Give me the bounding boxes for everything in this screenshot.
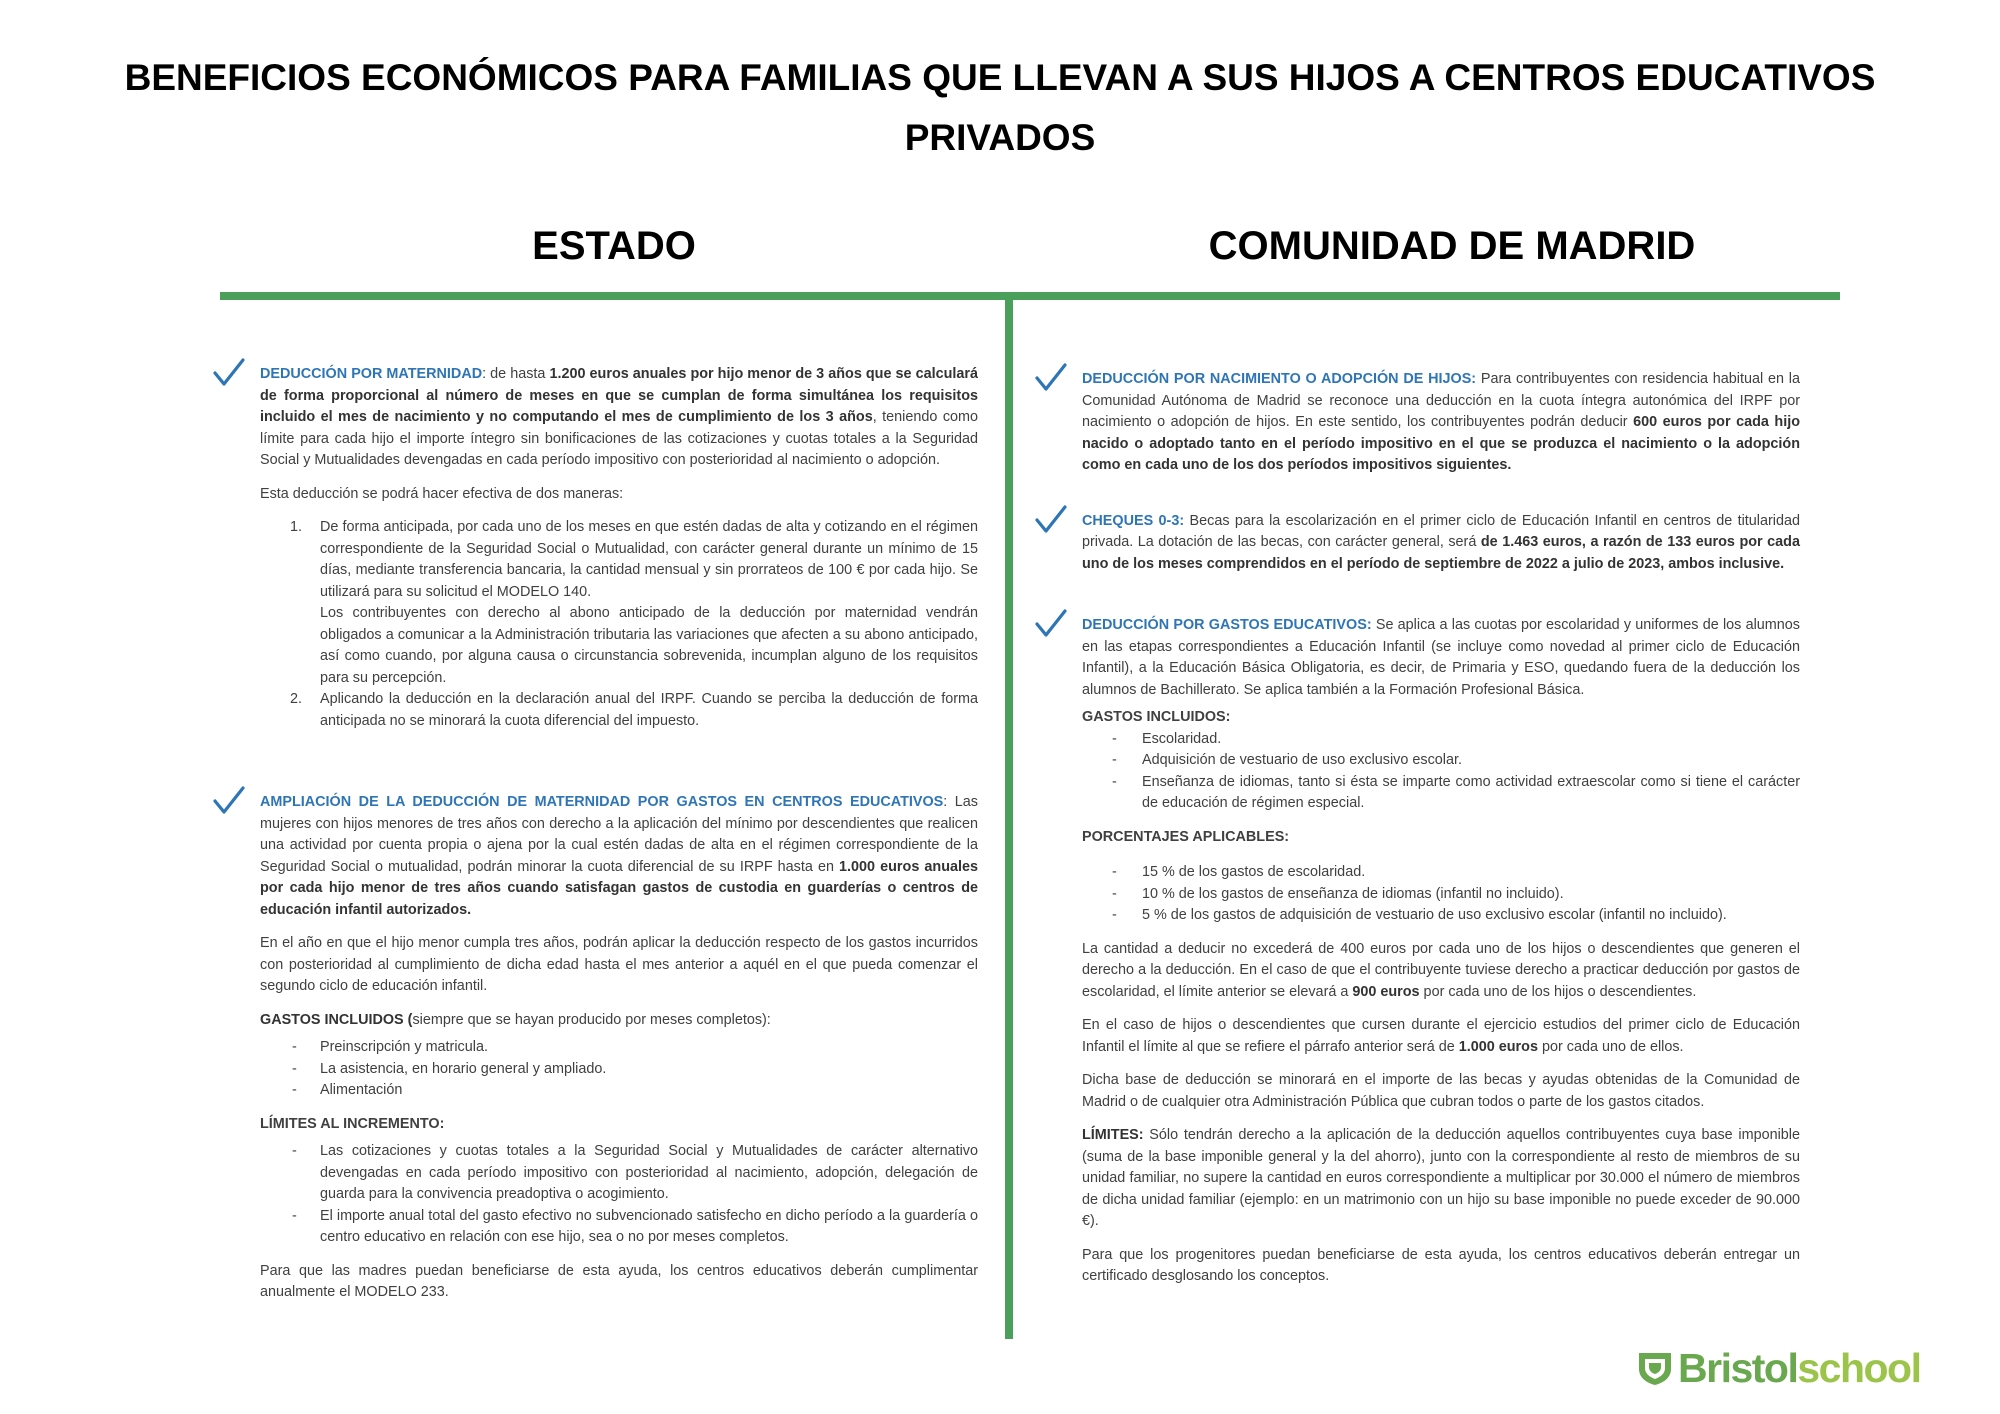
list-item: - Adquisición de vestuario de uso exclusivo escolar. <box>1082 750 1800 772</box>
section-cheques <box>1082 511 1800 576</box>
primer-ciclo-paragraph <box>1082 1015 1800 1058</box>
maternidad-paragraph <box>260 364 978 472</box>
gastos-list <box>260 1037 978 1102</box>
page-title: BENEFICIOS ECONÓMICOS PARA FAMILIAS QUE LLEVAN A SUS HIJOS A CENTROS EDUCATIVOS PRIVADOS <box>124 57 1876 158</box>
bold-run: 1.000 euros anuales por cada hijo menor de tres años cuando satisfagan gastos de custodia en guarderías o centros de educación infantil autorizados. <box>260 858 978 918</box>
list-item: - Las cotizaciones y cuotas totales a la Seguridad Social y Mutualidades de carácter alternativo devengadas en cada período impositivo con posterioridad al nacimiento, adopción, delegación de guarda para la convivencia preadoptiva o acogimiento. <box>260 1141 978 1206</box>
estado-column <box>260 364 978 1316</box>
text-run: : Las mujeres con hijos menores de tres años con derecho a la aplicación del mínimo por descendientes que realicen una actividad por cuenta propia o ajena por la cual estén dadas de alta en el régimen correspondiente de la Seguridad Social o mutualidad, podrán minorar la cuota diferencial de su IRPF hasta en <box>260 794 979 875</box>
certificado-paragraph: Para que los progenitores puedan beneficiarse de esta ayuda, los centros educativos deberán entregar un certificado desglosando los conceptos. <box>1082 1246 1800 1284</box>
section-title: CHEQUES 0-3: <box>1082 512 1185 529</box>
text-run: Para contribuyentes con residencia habitual en la Comunidad Autónoma de Madrid se reconoce una deducción en la cuota íntegra autonómica del IRPF por nacimiento o adopción de hijos. En este sentido, los contribuyentes podrán deducir <box>1082 371 1800 430</box>
text-run: , teniendo como límite para cada hijo el importe íntegro sin bonificaciones de las cotizaciones y cuotas totales a la Seguridad Social y Mutualidades devengadas en cada período impositivo con posterioridad al nacimiento o adopción. <box>260 409 979 468</box>
list-item: - 5 % de los gastos de adquisición de vestuario de uso exclusivo escolar (infantil no incluido). <box>1082 905 1800 927</box>
cheques-paragraph <box>1082 511 1800 576</box>
gastos-list <box>1082 729 1800 815</box>
text-run: Se aplica a las cuotas por escolaridad y uniformes de los alumnos en las etapas correspondientes a Educación Infantil (se incluye como novedad al primer ciclo de Educación Infantil), a la Educación Básica Obligatoria, es decir, de Primaria y ESO, quedando fuera de la deducción los alumnos de Bachillerato. Se aplica también a la Formación Profesional Básica. <box>1082 617 1800 698</box>
check-icon <box>1034 607 1068 641</box>
list-item: - Enseñanza de idiomas, tanto si ésta se imparte como actividad extraescolar como si tiene el carácter de educación de régimen especial. <box>1082 772 1800 815</box>
list-item <box>260 689 978 732</box>
gastos-educativos-paragraph <box>1082 615 1800 701</box>
modelo-233-paragraph: Para que las madres puedan beneficiarse de esta ayuda, los centros educativos deberán cumplimentar anualmente el MODELO 233. <box>260 1262 978 1300</box>
text-run: siempre que se hayan producido por meses completos): <box>412 1011 771 1028</box>
check-icon <box>1034 361 1068 395</box>
shield-icon <box>1636 1349 1674 1387</box>
text-run: La cantidad a deducir no excederá de 400 euros por cada uno de los hijos o descendientes que generen el derecho a la deducción. En el caso de que el contribuyente tuviese derecho a practicar deducción por gastos de escolaridad, el límite anterior se elevará a <box>1082 940 1800 1000</box>
section-title: DEDUCCIÓN POR MATERNIDAD <box>260 366 483 382</box>
bold-run: 600 euros por cada hijo nacido o adoptado tanto en el período impositivo en el que se produzca el nacimiento o la adopción como en cada uno de los dos períodos impositivos siguientes. <box>1082 414 1801 473</box>
list-item: - La asistencia, en horario general y ampliado. <box>260 1059 978 1081</box>
bold-run: LÍMITES: <box>1082 1127 1144 1143</box>
text-run: Becas para la escolarización en el primer ciclo de Educación Infantil en centros de titularidad privada. La dotación de las becas, con carácter general, será <box>1082 512 1800 550</box>
section-deduccion-maternidad <box>260 364 978 732</box>
text-run: En el caso de hijos o descendientes que cursen durante el ejercicio estudios del primer ciclo de Educación Infantil el límite al que se refiere el párrafo anterior será de <box>1082 1017 1800 1055</box>
porcentajes-label: PORCENTAJES APLICABLES: <box>1082 828 1290 845</box>
bold-run: GASTOS INCLUIDOS ( <box>260 1011 413 1028</box>
vertical-divider <box>1005 296 1013 1339</box>
check-icon <box>212 356 246 390</box>
list-item: - Preinscripción y matricula. <box>260 1037 978 1059</box>
limites-paragraph <box>1082 1125 1800 1233</box>
list-item-text: Los contribuyentes con derecho al abono anticipado de la deducción por maternidad vendrán obligados a comunicar a la Administración tributaria las variaciones que afecten a su abono anticipado, así como cuando, por alguna causa o circunstancia sobrevenida, incumplan alguno de los requisitos para su percepción. <box>320 605 978 686</box>
madrid-heading: COMUNIDAD DE MADRID <box>1208 224 1696 268</box>
check-icon <box>212 784 246 818</box>
text-run: por cada uno de los hijos o descendientes. <box>1419 983 1697 1000</box>
list-number: 1. <box>290 519 303 535</box>
section-ampliacion-maternidad <box>260 792 978 1304</box>
list-item-text: De forma anticipada, por cada uno de los meses en que estén dadas de alta y cotizando en el régimen correspondiente de la Seguridad Social o Mutualidad, con carácter general durante un mínimo de 15 días, mediante transferencia bancaria, la cantidad mensual y sin prorrateos de 100 € por cada hijo. Se utilizará para su solicitud el MODELO 140. <box>320 519 978 600</box>
bold-run: 1.200 euros anuales por hijo menor de 3 años que se calculará de forma proporcional al número de meses en que se cumplan de forma simultánea los requisitos incluido el mes de nacimiento y no computando el mes de cumplimiento de los 3 años <box>260 366 978 425</box>
gastos-incluidos-label <box>260 1010 978 1032</box>
estado-heading: ESTADO <box>532 224 696 268</box>
ampliacion-paragraph <box>260 792 978 921</box>
bristolschool-logo <box>1636 1346 1936 1390</box>
bold-run: 1.000 euros <box>1458 1038 1538 1055</box>
list-item: - 10 % de los gastos de enseñanza de idiomas (infantil no incluido). <box>1082 884 1800 906</box>
list-item-text: Aplicando la deducción en la declaración anual del IRPF. Cuando se perciba la deducción de forma anticipada no se minorará la cuota diferencial del impuesto. <box>320 691 978 729</box>
list-item: - El importe anual total del gasto efectivo no subvencionado satisfecho en dicho período a la guardería o centro educativo en relación con ese hijo, sea o no por meses completos. <box>260 1206 978 1249</box>
porcentajes-list <box>1082 862 1800 927</box>
text-run: por cada uno de ellos. <box>1537 1038 1684 1055</box>
madrid-column <box>1082 369 1800 1300</box>
cantidad-paragraph <box>1082 939 1800 1004</box>
list-item: - 15 % de los gastos de escolaridad. <box>1082 862 1800 884</box>
list-number: 2. <box>290 691 303 707</box>
list-item <box>260 517 978 689</box>
section-title: DEDUCCIÓN POR GASTOS EDUCATIVOS: <box>1082 617 1372 633</box>
logo-text-school: school <box>1797 1345 1921 1391</box>
base-deduccion-paragraph: Dicha base de deducción se minorará en el importe de las becas y ayudas obtenidas de la Comunidad de Madrid o de cualquier otra Administración Pública que cubran todos o parte de los gastos citados. <box>1082 1072 1800 1110</box>
section-title: AMPLIACIÓN DE LA DEDUCCIÓN DE MATERNIDAD POR GASTOS EN CENTROS EDUCATIVOS <box>260 794 944 810</box>
section-gastos-educativos <box>1082 615 1800 1288</box>
limites-label: LÍMITES AL INCREMENTO: <box>260 1115 445 1132</box>
maternidad-options-list <box>260 517 978 732</box>
bold-run: de 1.463 euros, a razón de 133 euros por cada uno de los meses comprendidos en el período de septiembre de 2022 a julio de 2023, ambos inclusive. <box>1082 534 1800 572</box>
section-title: DEDUCCIÓN POR NACIMIENTO O ADOPCIÓN DE HIJOS: <box>1082 371 1477 387</box>
limites-list <box>260 1141 978 1249</box>
section-nacimiento-adopcion <box>1082 369 1800 477</box>
check-icon <box>1034 503 1068 537</box>
list-item: - Escolaridad. <box>1082 729 1800 751</box>
maternidad-ways-paragraph: Esta deducción se podrá hacer efectiva de dos maneras: <box>260 485 624 502</box>
ampliacion-paragraph-2: En el año en que el hijo menor cumpla tres años, podrán aplicar la deducción respecto de los gastos incurridos con posterioridad al cumplimiento de dicha edad hasta el mes anterior a aquél en el que pueda comenzar el segundo ciclo de educación infantil. <box>260 935 978 994</box>
text-run: Sólo tendrán derecho a la aplicación de la deducción aquellos contribuyentes cuya base imponible (suma de la base imponible general y la del ahorro), junto con la correspondiente al resto de miembros de su unidad familiar, no supere la cantidad en euros correspondiente a multiplicar por 30.000 el número de miembros de dicha unidad familiar (ejemplo: en un matrimonio con un hijo su base imponible no puede exceder de 90.000 €). <box>1082 1127 1800 1229</box>
nacimiento-paragraph <box>1082 369 1800 477</box>
list-item: - Alimentación <box>260 1080 978 1102</box>
gastos-incluidos-label: GASTOS INCLUIDOS: <box>1082 709 1231 725</box>
text-run: : de hasta <box>482 366 550 382</box>
horizontal-divider <box>220 292 1840 300</box>
bold-run: 900 euros <box>1352 983 1420 1000</box>
logo-text-bristol: Bristol <box>1678 1345 1798 1391</box>
